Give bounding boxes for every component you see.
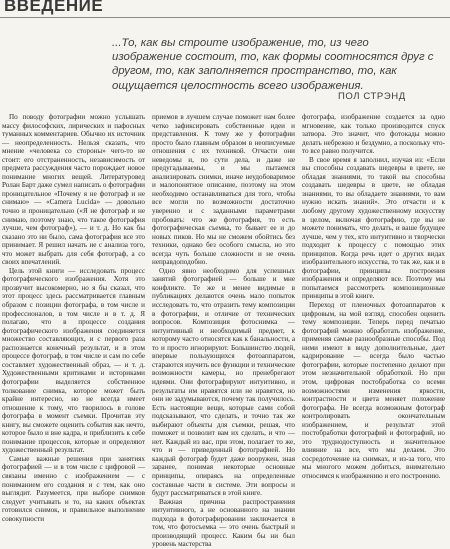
paragraph: По поводу фотографии можно услышать массу философских, лирических и пафосных туманных комментариев. Обычно их источник — неопределенность. Нельзя сказать, что мнение «человека со стороны» чего-то не стоит: его отстраненность, независимость от предмета рассуждения часто порождает новое понимание многих вещей. Литературовед Ролан Барт даже сумел написать о фотографии проницательное «Почему я не фотограф и не снимаю» — «Camera Lucida» — довольно точно и проницательно («Я не фотограф и не снимаю, поэтому знаю, что такое фотография лучше, чем фотограф»), — и т. д. Но как бы сказано это ни было, сама фотография все это принимает. Я решил начать не с анализа того, что может выбрать для себя фотограф, а со своих впечатлений.: [2, 113, 145, 267]
paragraph: Важная причина распространения интуитивного, а не основанного на знании подхода в фотографировании заключается в том, что фотосъемка — это очень быстрый и производящий процесс. Каким бы ни был уровень мастерства: [152, 497, 295, 549]
paragraph: Одно явно необходимо для успешных занятий фотографией — больше и мне конфликте. Те же и менее видимые в публикациях делаются очень мало попыток исследовать то, что отразить тему композиции в фотографии, и отличие от технических вопросов. Композиция фотоснимка — интуитивный и необходимый предмет, к которому часто относятся как к банальности, а то и просто игнорируют. Большинство людей, впервые пользующихся фотоаппаратом, стараются изучить все функции и технические возможности камеры, но пренебрегают идеями. Они фотографируют интуитивно, и результаты им нравятся или не нравятся, но они не задумываются, почему так получилось. Есть настоящие вещи, которые сами собой подсказывают, что сделать, и точно так же выбирают объекты для съемки, решая, что поможет и позволит вам их сделать, и что — нет. Каждый из вас, при этом, полагает то же, что и — приведенный фотографией. Но каждый фотограф будет даже вооружен, зная заранее, понимая некоторые основные принципы, опираясь на определенные составные части в системе. Эти вопросы и будут рассматриваться в этой книге.: [152, 266, 295, 498]
paragraph: Цель этой книги — исследовать процесс фотографического изображения. Хотя это прозвучит высокомерно, но я бы сказал, что этот процесс здесь рассматривается главным образом с позиции фотографа, в том числе и профессионалов, в том числе и в т. д. Я полагаю, что в процессе создания фотографического изображения соединяется множество составляющих, и с первого раза распознается конечный результат, и в этом процессе фотограф, в том числе и сам по себе составляет художественный образ, — и т. д. Художественными критиками и историками фотографии выделяется собственное толкование снимка, которое может быть крайне интересно, но не всегда имеет отношение к тому, что творилось в голове фотографа в момент съемки. Прочитав эту книгу, вы сможете оценить события как нечто, которое было и вне кадра, и приблизить к себе понимание процессов, которые и определяют художественный результат.: [2, 266, 145, 455]
text-column-2: [152, 113, 295, 549]
paragraph: Самые важные решения при занятиях фотографией — и в том числе с цифровой — связаны именно с изображением — с пониманием его создания и с тем, как оно выглядит. Разумеется, при выборе снимков следует учитывать и то, на каких объектах готовился снимок, и правильное выполнение совокупности: [2, 454, 145, 523]
epigraph-quote: ...То, как вы строите изображение, то, из чего изображение состоит, то, как формы соотносятся друг с другом, то, как заполняется пространство, то, как ощущается целостность всего изображения.: [112, 37, 434, 92]
paragraph: приемов в лучшем случае поможет нам более четко зафиксировать собственные идеи и представления. К тому же у фотографии просто было главным образом в неописуемые отношения с их техникой. Отчасти они неведомы и, по сути дела, и даже не предугадываемы, и мы пытаемся анализировать снимки, иначе неудобоваримое и малопонятное описание, поэтому на этом необходимо останавливаться для того, чтобы все могли по возможности достаточно уверенно и с заданными параметрами пробовать: что же фотография, то есть фотографическая съемка, то бывает ее и до новых пиков. Но мы не сможем обойтись без техники, однако без особого смысла, но это всегда чуть больше сложности и не очень неправдоподобно.: [152, 113, 295, 267]
text-column-3: [302, 113, 445, 500]
section-title: ВВЕДЕНИЕ: [4, 0, 104, 15]
paragraph: В свое время я заполнил, изучая из: «Если вы способны создавать шедевры в цвете, не обладая знаниями, то такой вы способны создавать шедевры в цвете, не обладая знаниями, то вы обладаете знаниями, то вам нужно искать знаний». Это отчасти и к любому другому художественному искусству в целом, включая фотографию, где вы не можете понимать, что делать, и ваше будущее лучше, чем у тех, кто интуитивно и творчески подходит к процессу с помощью этих принципов. Когда речь идет о других видах изобразительного искусства, то так же, как и в фотографии, принципы построения изображения и определяют все. Поэтому мы попытаемся рассмотреть композиционные принципы в этой книге.: [302, 155, 445, 301]
text-column-1: [2, 113, 145, 523]
paragraph: Переход от пленочных фотоаппаратов к цифровым, на мой взгляд, способен оценить тему композиции. Теперь перед печатью фотографий можно обработать изображение, применяя самые разнообразные способы. Под ними имеют в виду дополнительные, дает кадрирование — всегда было частью фотографии, которые постепенно делают при этом незначительной обработкой. Но при этом, цифровая постобработка со всеми возможностями изменения яркости, контрастности и цвета меняет положение фотографа. Не всегда возможным фотограф контролировать окончательным изображением, и результат этой постобработки фотографий и фотографий, но это труднодоступность и значительное влияние на все, что мы делаем. Это сосредоточение на снимках, и из-за того, что мы многого можем добиться, внимательно относимся к изображению и его построению.: [302, 301, 445, 480]
paragraph: фотографа, изображение создается за одно мгновение, как только производится спуск затвора. Это значит, что фотокады можно делать небрежно и бездумно, а поскольку что-то все равно получится.: [302, 113, 445, 156]
epigraph-author: ПОЛ СТРЭНД: [338, 91, 406, 102]
body-text: [0, 113, 450, 549]
